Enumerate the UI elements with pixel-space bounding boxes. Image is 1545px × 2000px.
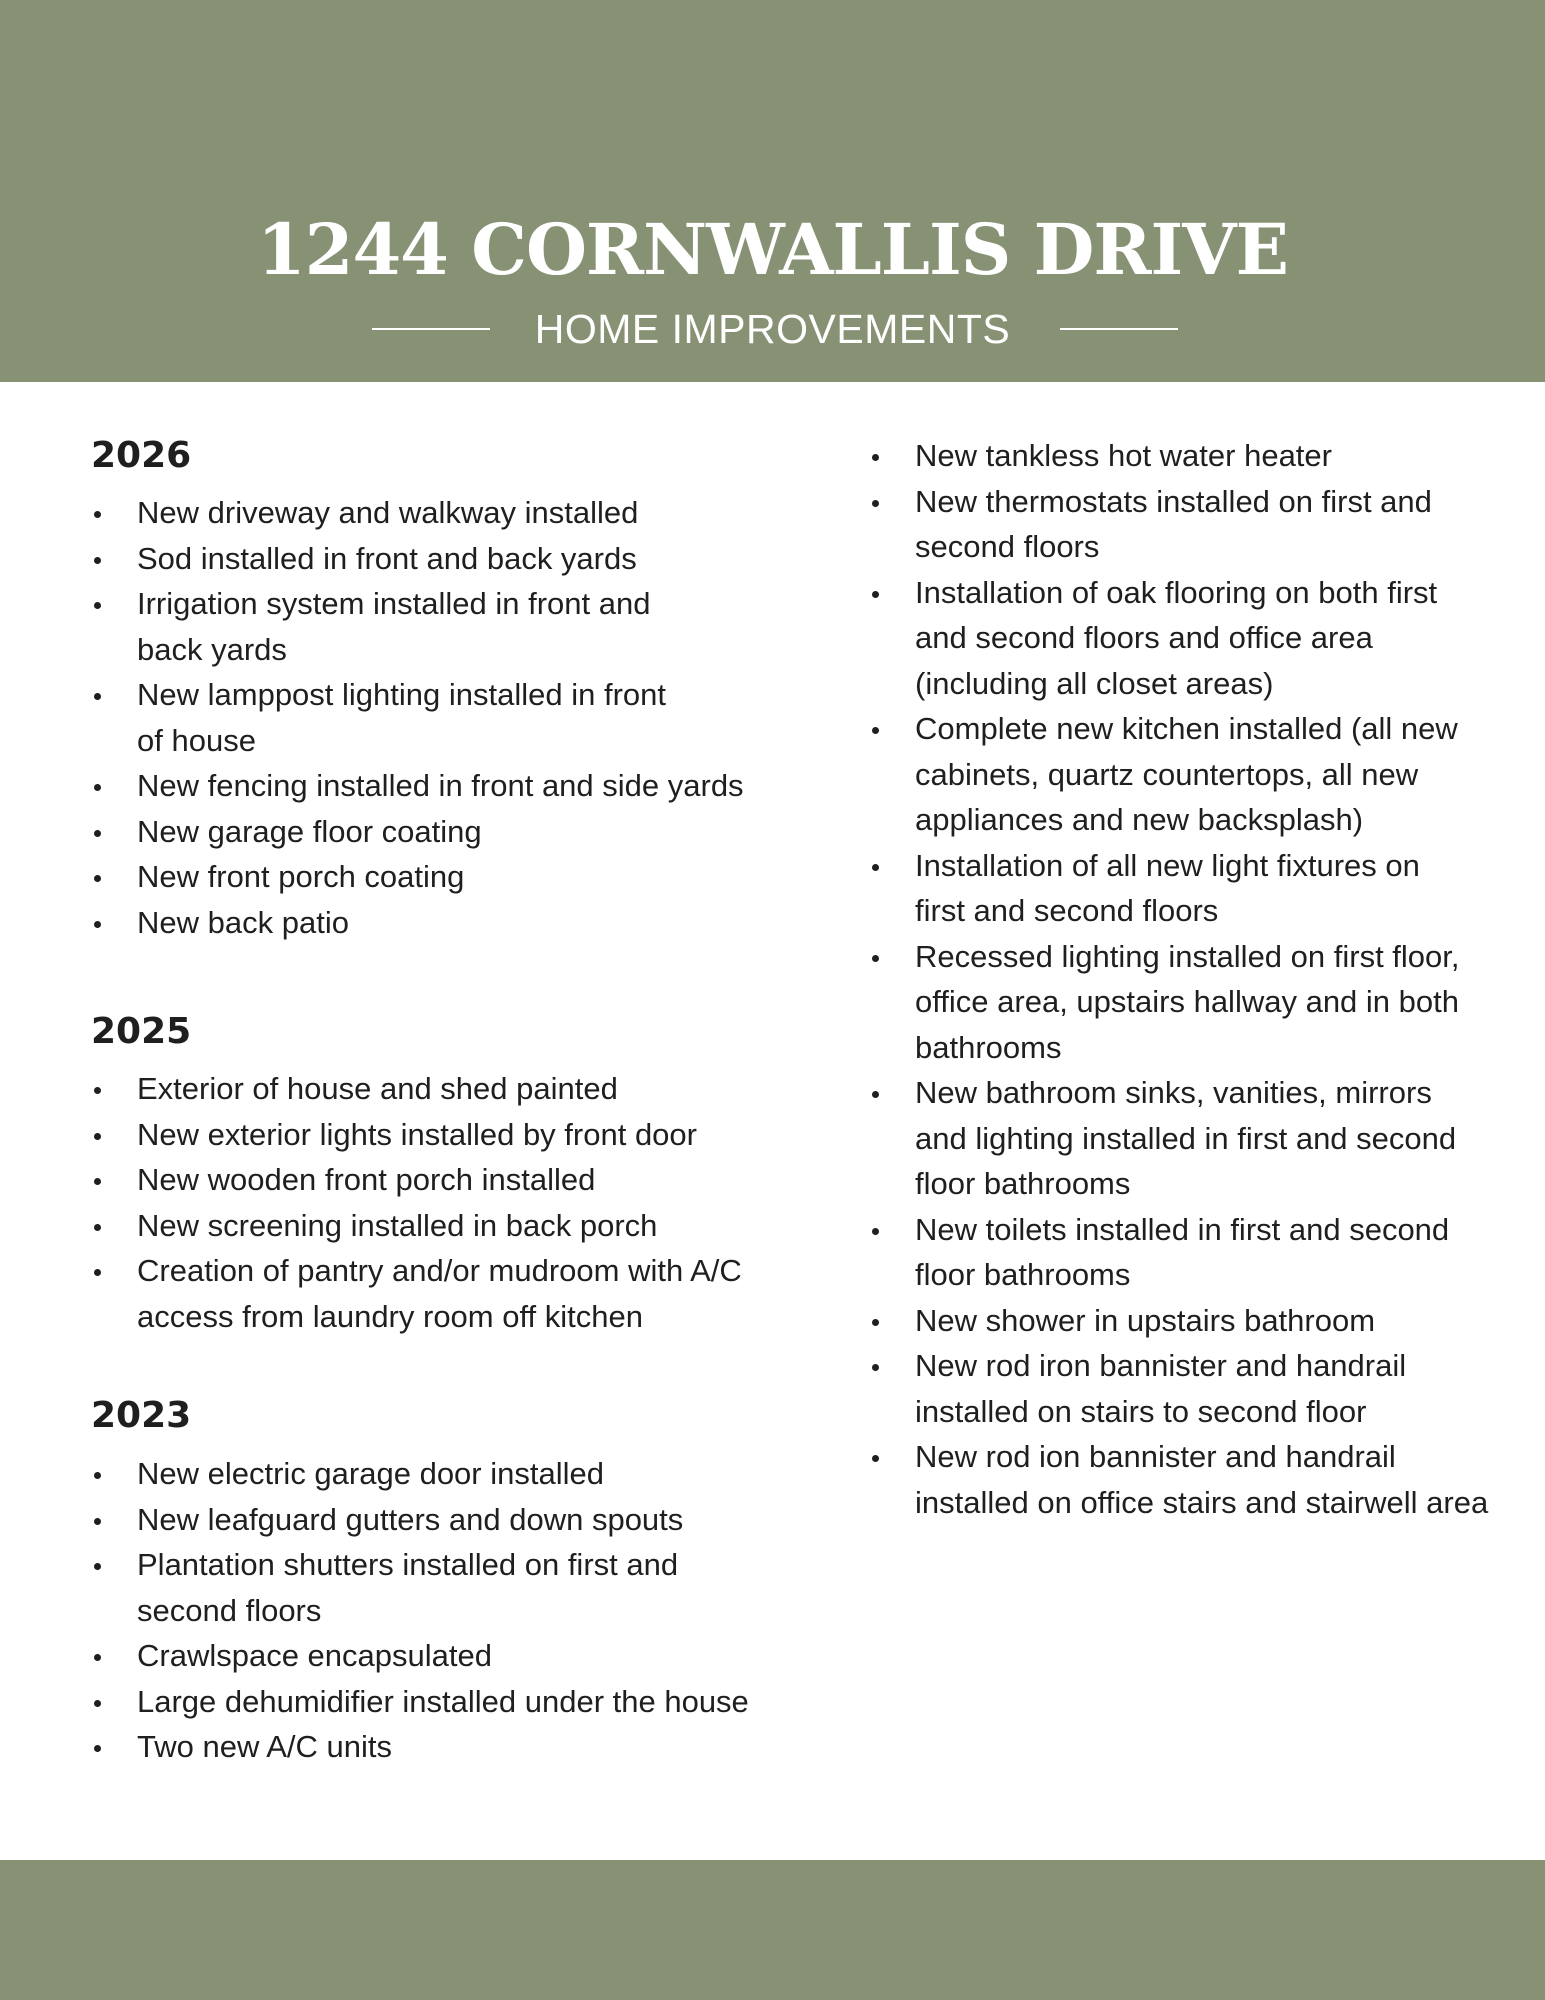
list-item: Sod installed in front and back yards: [91, 536, 791, 582]
list-item: New front porch coating: [91, 854, 791, 900]
list-item: New rod iron bannister and handrail installed on stairs to second floor: [869, 1343, 1455, 1434]
list-item: New lamppost lighting installed in front of house: [91, 672, 697, 763]
list-item: Irrigation system installed in front and back yards: [91, 581, 697, 672]
list-item: New garage floor coating: [91, 809, 791, 855]
list-item: Exterior of house and shed painted: [91, 1066, 791, 1112]
section-list-2025: [91, 1066, 791, 1339]
list-item: New driveway and walkway installed: [91, 490, 791, 536]
list-item: New screening installed in back porch: [91, 1203, 791, 1249]
subtitle-row: [0, 302, 1545, 356]
page-title: 1244 CORNWALLIS DRIVE: [257, 208, 1288, 291]
list-item: Two new A/C units: [91, 1724, 791, 1770]
list-item: Recessed lighting installed on first floor, office area, upstairs hallway and in both bathrooms: [869, 934, 1495, 1071]
section-year-2026: 2026: [91, 435, 192, 476]
list-item: New rod ion bannister and handrail installed on office stairs and stairwell area: [869, 1434, 1515, 1525]
list-item: New fencing installed in front and side yards: [91, 763, 791, 809]
list-item: New wooden front porch installed: [91, 1157, 791, 1203]
list-item: Large dehumidifier installed under the house: [91, 1679, 791, 1725]
page-subtitle: HOME IMPROVEMENTS: [534, 306, 1011, 352]
section-list-2023: [91, 1451, 791, 1770]
list-item: New shower in upstairs bathroom: [869, 1298, 1489, 1344]
list-item: Plantation shutters installed on first and second floors: [91, 1542, 697, 1633]
list-item: New toilets installed in first and second floor bathrooms: [869, 1207, 1485, 1298]
list-item: New thermostats installed on first and second floors: [869, 479, 1455, 570]
section-list-2023-continued: [869, 433, 1489, 1525]
section-list-2026: [91, 490, 791, 945]
section-year-2023: 2023: [91, 1395, 192, 1436]
list-item: Installation of oak flooring on both first and second floors and office area (including all closet areas): [869, 570, 1455, 707]
list-item: Crawlspace encapsulated: [91, 1633, 791, 1679]
footer-band: [0, 1860, 1545, 2000]
list-item: Creation of pantry and/or mudroom with A/C access from laundry room off kitchen: [91, 1248, 777, 1339]
list-item: New tankless hot water heater: [869, 433, 1489, 479]
list-item: New bathroom sinks, vanities, mirrors and lighting installed in first and second floor bathrooms: [869, 1070, 1485, 1207]
section-year-2025: 2025: [91, 1011, 192, 1052]
list-item: Complete new kitchen installed (all new cabinets, quartz countertops, all new appliances and new backsplash): [869, 706, 1495, 843]
list-item: Installation of all new light fixtures on first and second floors: [869, 843, 1455, 934]
list-item: New electric garage door installed: [91, 1451, 791, 1497]
list-item: New exterior lights installed by front door: [91, 1112, 791, 1158]
subtitle-rule-right: [1060, 328, 1178, 330]
list-item: New back patio: [91, 900, 791, 946]
list-item: New leafguard gutters and down spouts: [91, 1497, 791, 1543]
